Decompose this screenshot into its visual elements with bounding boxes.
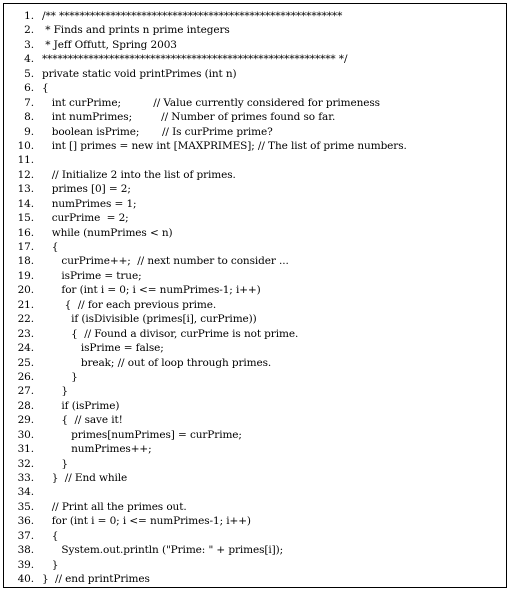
line-code: /** ******************************************************* (42, 10, 343, 22)
line-number: 9. (24, 125, 34, 138)
code-line (4, 283, 506, 297)
code-line (4, 514, 506, 528)
line-number: 16. (17, 226, 34, 239)
line-number: 1. (24, 10, 34, 22)
line-number: 37. (17, 529, 34, 542)
code-line (4, 9, 506, 23)
line-code: } (42, 385, 69, 398)
line-code: numPrimes = 1; (42, 197, 137, 210)
line-number: 12. (17, 168, 34, 181)
code-line (4, 168, 506, 182)
line-code: for (int i = 0; i <= numPrimes-1; i++) (42, 515, 251, 528)
line-number: 5. (24, 67, 34, 80)
line-number: 38. (17, 544, 34, 557)
line-code: if (isPrime) (42, 399, 120, 412)
line-code: { (42, 241, 59, 253)
line-code: isPrime = true; (42, 269, 142, 282)
code-line (4, 428, 506, 442)
line-code: { (42, 82, 49, 95)
line-number: 13. (17, 183, 34, 196)
line-code: isPrime = false; (42, 342, 164, 355)
line-number: 36. (17, 515, 34, 528)
line-number: 15. (17, 212, 34, 225)
line-number: 32. (17, 457, 34, 470)
line-number: 2. (24, 24, 34, 37)
code-line (4, 442, 506, 456)
line-code: System.out.println ("Prime: " + primes[i]); (42, 544, 284, 557)
line-number: 7. (24, 96, 34, 109)
code-listing (3, 3, 507, 588)
line-code: int curPrime; // Value currently considered for primeness (42, 96, 380, 109)
code-line (4, 558, 506, 572)
code-line (4, 485, 506, 499)
line-code: primes [0] = 2; (42, 183, 131, 196)
code-line (4, 240, 506, 254)
line-number: 10. (17, 139, 34, 152)
line-code: curPrime++; // next number to consider ... (42, 255, 289, 268)
code-line (4, 471, 506, 485)
line-number: 20. (17, 284, 34, 297)
line-number: 40. (17, 573, 34, 586)
line-number: 3. (24, 38, 34, 51)
line-number: 6. (24, 82, 34, 95)
line-code: } (42, 457, 69, 470)
code-line (4, 23, 506, 37)
line-code: * Jeff Offutt, Spring 2003 (42, 38, 177, 51)
code-line (4, 572, 506, 586)
line-code: * Finds and prints n prime integers (42, 24, 230, 37)
line-number: 8. (24, 111, 34, 124)
code-line (4, 52, 506, 66)
code-line (4, 312, 506, 326)
line-number: 11. (17, 154, 34, 167)
line-number: 31. (17, 443, 34, 456)
line-code: while (numPrimes < n) (42, 226, 173, 239)
line-code: { // save it! (42, 414, 123, 427)
line-code: // Initialize 2 into the list of primes. (42, 168, 236, 181)
line-code: // Print all the primes out. (42, 500, 187, 513)
line-number: 25. (17, 356, 34, 369)
code-line (4, 197, 506, 211)
line-number: 28. (17, 399, 34, 412)
line-code: if (isDivisible (primes[i], curPrime)) (42, 313, 257, 326)
code-line (4, 543, 506, 557)
line-code: numPrimes++; (42, 443, 152, 456)
code-line (4, 38, 506, 52)
code-line (4, 211, 506, 225)
code-line (4, 125, 506, 139)
line-number: 27. (17, 385, 34, 398)
line-number: 14. (17, 197, 34, 210)
line-number: 33. (17, 472, 34, 484)
code-line (4, 226, 506, 240)
code-line (4, 399, 506, 413)
code-line (4, 500, 506, 514)
line-code: } // end printPrimes (42, 573, 150, 586)
line-number: 19. (17, 269, 34, 282)
code-line (4, 153, 506, 167)
line-code: private static void printPrimes (int n) (42, 67, 237, 80)
line-code: int [] primes = new int [MAXPRIMES]; // The list of prime numbers. (42, 139, 407, 152)
code-line (4, 254, 506, 268)
code-lines (4, 9, 506, 587)
line-number: 39. (17, 558, 34, 571)
code-line (4, 327, 506, 341)
line-code: { // Found a divisor, curPrime is not prime. (42, 327, 299, 340)
line-code: ********************************************************* */ (42, 53, 348, 66)
code-line (4, 96, 506, 110)
code-line (4, 110, 506, 124)
line-number: 30. (17, 428, 34, 441)
line-number: 17. (17, 241, 34, 253)
line-code: break; // out of loop through primes. (42, 356, 272, 369)
line-number: 18. (17, 255, 34, 268)
line-code: curPrime = 2; (42, 212, 129, 225)
line-code (34, 485, 506, 499)
line-code: } // End while (42, 472, 128, 484)
line-code: { (42, 529, 59, 542)
line-code (34, 153, 506, 167)
line-code: } (42, 558, 59, 571)
code-line (4, 413, 506, 427)
code-line (4, 356, 506, 370)
line-code: } (42, 370, 78, 383)
code-line (4, 269, 506, 283)
code-line (4, 529, 506, 543)
code-line (4, 139, 506, 153)
line-code: for (int i = 0; i <= numPrimes-1; i++) (42, 284, 261, 297)
line-number: 21. (17, 298, 34, 311)
code-line (4, 384, 506, 398)
line-number: 26. (17, 370, 34, 383)
code-line (4, 341, 506, 355)
code-line (4, 457, 506, 471)
line-number: 29. (17, 414, 34, 427)
line-number: 4. (24, 53, 34, 66)
line-code: boolean isPrime; // Is curPrime prime? (42, 125, 273, 138)
line-number: 34. (17, 486, 34, 499)
line-number: 24. (17, 342, 34, 355)
code-line (4, 370, 506, 384)
line-number: 22. (17, 313, 34, 326)
code-line (4, 81, 506, 95)
line-code: int numPrimes; // Number of primes found so far. (42, 111, 336, 124)
code-line (4, 67, 506, 81)
code-line (4, 298, 506, 312)
line-code: { // for each previous prime. (42, 298, 217, 311)
line-code: primes[numPrimes] = curPrime; (42, 428, 242, 441)
line-number: 23. (17, 327, 34, 340)
code-line (4, 182, 506, 196)
line-number: 35. (17, 500, 34, 513)
